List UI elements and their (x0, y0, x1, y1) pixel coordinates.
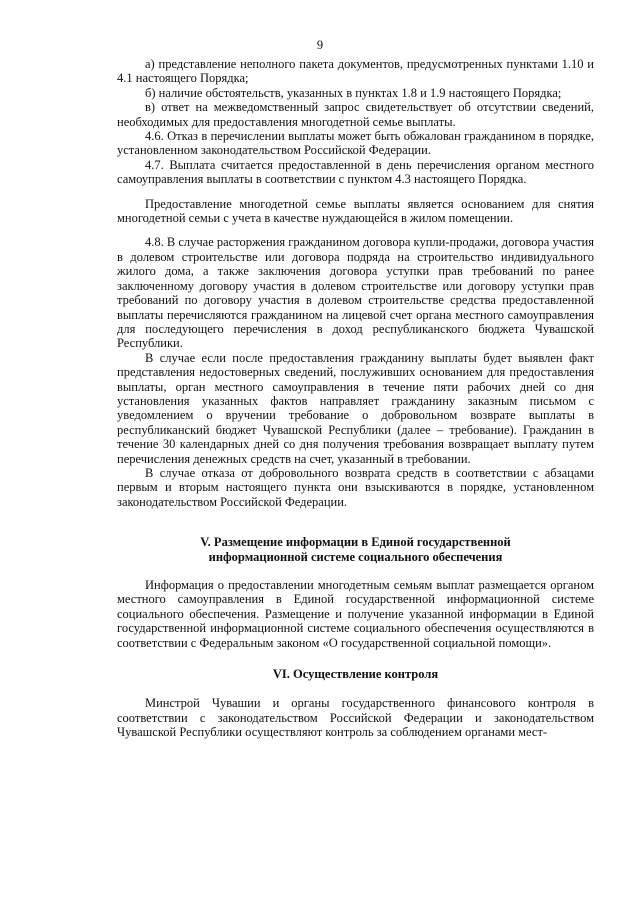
paragraph-item-a: а) представление неполного пакета документов, предусмотренных пунктами 1.10 и 4.1 настоящего Порядка; (117, 57, 594, 86)
paragraph-deregistration: Предоставление многодетной семье выплаты является основанием для снятия многодетной семьи с учета в качестве нуждающейся в жилом помещении. (117, 196, 594, 226)
section-6-heading: VI. Осуществление контроля (272, 667, 439, 682)
document-body (117, 57, 594, 740)
paragraph-4-7: 4.7. Выплата считается предоставленной в день перечисления органом местного самоуправления выплаты в соответствии с пунктом 4.3 настоящего Порядка. (117, 157, 594, 187)
section-5-heading-line-2: информационной системе социального обеспечения (208, 549, 503, 564)
paragraph-false-info: В случае если после предоставления гражданину выплаты будет выявлен факт представления недостоверных сведений, послуживших основанием для предоставления выплаты, орган местного самоуправления в течение пяти рабочих дней со дня установления указанных фактов направляет гражданину заказным письмом с уведомлением о вручении требование о добровольном возврате выплаты в республиканский бюджет Чувашской Республики (далее – требование). Гражданин в течение 30 календарных дней со дня получения требования возвращает выплату путем перечисления денежных средств на счет, указанный в требовании. (117, 350, 594, 466)
paragraph-item-v: в) ответ на межведомственный запрос свидетельствует об отсутствии сведений, необходимых для предоставления многодетной семье выплаты. (117, 100, 594, 129)
section-5-heading (117, 535, 594, 564)
section-6-paragraph: Минстрой Чувашии и органы государственного финансового контроля в соответствии с законодательством Российской Федерации и законодательством Чувашской Республики осуществляют контроль за соблюдением органами мест- (117, 696, 594, 740)
section-5-heading-line-1: V. Размещение информации в Единой государственной (200, 535, 511, 550)
paragraph-4-6: 4.6. Отказ в перечислении выплаты может быть обжалован гражданином в порядке, установленном законодательством Российской Федерации. (117, 129, 594, 158)
paragraph-refusal: В случае отказа от добровольного возврата средств в соответствии с абзацами первым и вторым настоящего пункта они взыскиваются в порядке, установленном законодательством Российской Федерации. (117, 465, 594, 509)
paragraph-4-8: 4.8. В случае расторжения гражданином договора купли-продажи, договора участия в долевом строительстве или договора подряда на строительство индивидуального жилого дома, а также заключения договора уступки прав требований по ранее заключенному договору участия в долевом строительстве или договору уступки прав требований по договору участия в долевом строительстве средства предоставленной выплаты перечисляются гражданином на лицевой счет органа местного самоуправления для последующего перечисления в доход республиканского бюджета Чувашской Республики. (117, 235, 594, 351)
section-5-paragraph: Информация о предоставлении многодетным семьям выплат размещается органом местного самоуправления в Единой государственной информационной системе социального обеспечения. Размещение и получение указанной информации в Единой государственной информационной системе социального обеспечения осуществляются в соответствии с Федеральным законом «О государственной социальной помощи». (117, 578, 594, 650)
page-number: 9 (316, 38, 324, 52)
paragraph-item-b: б) наличие обстоятельств, указанных в пунктах 1.8 и 1.9 настоящего Порядка; (145, 85, 562, 100)
